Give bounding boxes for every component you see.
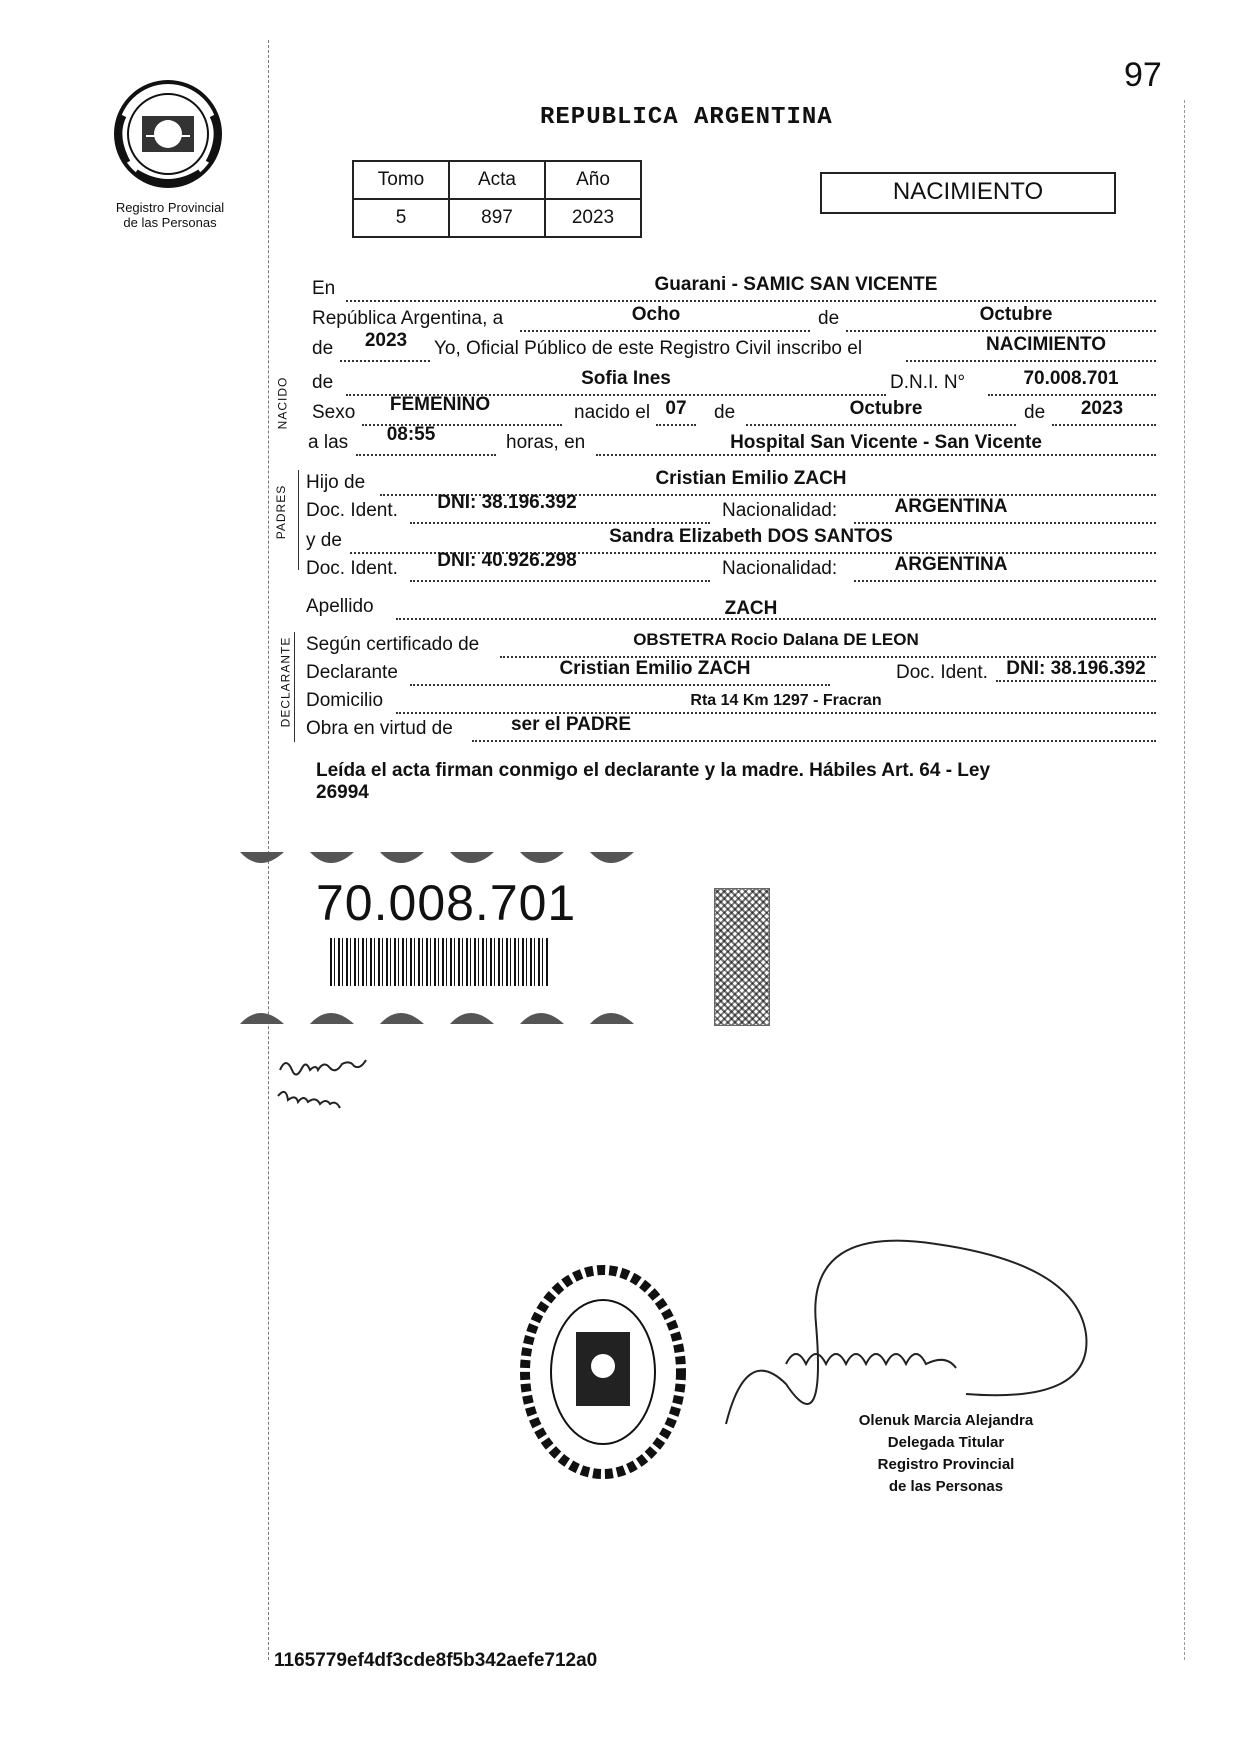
official-name: Olenuk Marcia Alejandra — [858, 1412, 1034, 1429]
doc-ident2-label: Doc. Ident. — [306, 558, 398, 579]
row-anio — [306, 330, 1158, 366]
sexo-label: Sexo — [312, 402, 356, 423]
anio-header: Año — [545, 161, 641, 199]
record-type-box: NACIMIENTO — [820, 172, 1116, 214]
row-declarante — [306, 658, 1158, 690]
row-padre-doc — [306, 492, 1158, 528]
row-madre-doc — [306, 550, 1158, 586]
inscribo-label: Yo, Oficial Público de este Registro Civil inscribo el — [434, 338, 863, 359]
acta-header: Acta — [449, 161, 545, 199]
row-republica — [306, 304, 1158, 336]
y-de-label: y de — [306, 530, 342, 551]
security-hologram — [714, 888, 770, 1026]
handwritten-signatures — [274, 1052, 404, 1127]
nombre-value: Sofia Ines — [581, 368, 671, 389]
section-bracket-declarante — [294, 632, 295, 742]
en-value: Guarani - SAMIC SAN VICENTE — [654, 274, 938, 295]
row-domicilio — [306, 690, 1158, 718]
official-stamp — [518, 1262, 688, 1482]
lugar-value: Hospital San Vicente - San Vicente — [730, 432, 1042, 453]
en-label: En — [312, 278, 336, 299]
acta-value: 897 — [449, 199, 545, 237]
official-org2: de las Personas — [888, 1478, 1004, 1495]
republica-label: República Argentina, a — [312, 308, 504, 329]
obra-label: Obra en virtud de — [306, 718, 453, 739]
declarante-label: Declarante — [306, 662, 398, 683]
madre-value: Sandra Elizabeth DOS SANTOS — [609, 526, 893, 547]
segun-value: OBSTETRA Rocio Dalana DE LEON — [633, 630, 919, 649]
barcode-sticker — [240, 846, 680, 1026]
madre-doc-value: DNI: 40.926.298 — [437, 550, 577, 571]
obra-value: ser el PADRE — [510, 714, 632, 735]
sticker-border-pattern — [240, 846, 680, 1026]
segun-label: Según certificado de — [306, 634, 480, 655]
de-label: de — [818, 308, 840, 329]
registry-seal — [106, 76, 230, 196]
de5-label: de — [1024, 402, 1046, 423]
official-org1: Registro Provincial — [877, 1456, 1015, 1473]
padre-nac-value: ARGENTINA — [894, 496, 1008, 517]
margin-line-right — [1184, 100, 1185, 1660]
a-las-label: a las — [308, 432, 349, 453]
row-apellido — [306, 596, 1158, 624]
provincial-seal-icon — [106, 76, 230, 196]
nac-dia-value: 07 — [665, 398, 687, 419]
domicilio-label: Domicilio — [306, 690, 384, 711]
padre-value: Cristian Emilio ZACH — [655, 468, 847, 489]
padre-doc-value: DNI: 38.196.392 — [437, 492, 577, 513]
de4-label: de — [714, 402, 736, 423]
inscribo-value: NACIMIENTO — [986, 334, 1106, 355]
dni-label: D.N.I. N° — [890, 372, 966, 393]
official-stamp-icon — [518, 1262, 688, 1482]
sexo-value: FEMENINO — [389, 394, 491, 415]
de2-label: de — [312, 338, 334, 359]
nacido-el-label: nacido el — [574, 402, 651, 423]
handwritten-signatures-drawing — [274, 1052, 404, 1122]
row-obra — [306, 714, 1158, 746]
anio-value: 2023 — [545, 199, 641, 237]
de3-label: de — [312, 372, 334, 393]
row-en — [306, 274, 1158, 306]
closing-statement — [316, 760, 1146, 804]
side-label-declarante: DECLARANTE — [278, 636, 293, 728]
nacionalidad2-label: Nacionalidad: — [722, 558, 838, 579]
mes-value: Octubre — [979, 304, 1053, 325]
apellido-label: Apellido — [306, 596, 374, 617]
record-table — [352, 160, 642, 238]
hora-value: 08:55 — [386, 424, 436, 445]
section-bracket-padres — [298, 470, 299, 570]
tomo-value: 5 — [353, 199, 449, 237]
nac-anio-value: 2023 — [1080, 398, 1124, 419]
horas-en-label: horas, en — [506, 432, 586, 453]
nacionalidad-label: Nacionalidad: — [722, 500, 838, 521]
registry-name — [90, 200, 250, 230]
domicilio-value: Rta 14 Km 1297 - Fracran — [690, 692, 882, 709]
official-signature-block — [826, 1410, 1066, 1498]
doc-ident3-label: Doc. Ident. — [896, 662, 988, 683]
official-signature — [716, 1234, 1116, 1439]
nac-mes-value: Octubre — [849, 398, 923, 419]
apellido-value: ZACH — [724, 598, 778, 619]
anio-value: 2023 — [364, 330, 408, 351]
document-hash: 1165779ef4df3cde8f5b342aefe712a0 — [274, 1650, 598, 1671]
barcode-number: 70.008.701 — [316, 875, 577, 931]
tomo-header: Tomo — [353, 161, 449, 199]
row-hora — [306, 424, 1158, 460]
closing-line1: Leída el acta firman conmigo el declarante y la madre. Hábiles Art. 64 - Ley — [316, 760, 991, 781]
registry-line1: Registro Provincial — [115, 200, 225, 215]
side-label-padres: PADRES — [274, 484, 289, 540]
hijo-de-label: Hijo de — [306, 472, 366, 493]
closing-line2: 26994 — [316, 782, 369, 803]
page-number: 97 — [1124, 56, 1162, 94]
madre-nac-value: ARGENTINA — [894, 554, 1008, 575]
official-signature-drawing — [716, 1234, 1116, 1434]
official-title: Delegada Titular — [887, 1434, 1005, 1451]
dia-value: Ocho — [631, 304, 681, 325]
registry-line2: de las Personas — [123, 215, 217, 230]
barcode-bars — [330, 938, 550, 986]
country-heading: REPUBLICA ARGENTINA — [540, 104, 833, 131]
side-label-nacido: NACIDO — [275, 376, 290, 430]
declarante-value: Cristian Emilio ZACH — [559, 658, 751, 679]
dni-value: 70.008.701 — [1023, 368, 1119, 389]
declarante-doc-value: DNI: 38.196.392 — [996, 658, 1156, 682]
doc-ident-label: Doc. Ident. — [306, 500, 398, 521]
